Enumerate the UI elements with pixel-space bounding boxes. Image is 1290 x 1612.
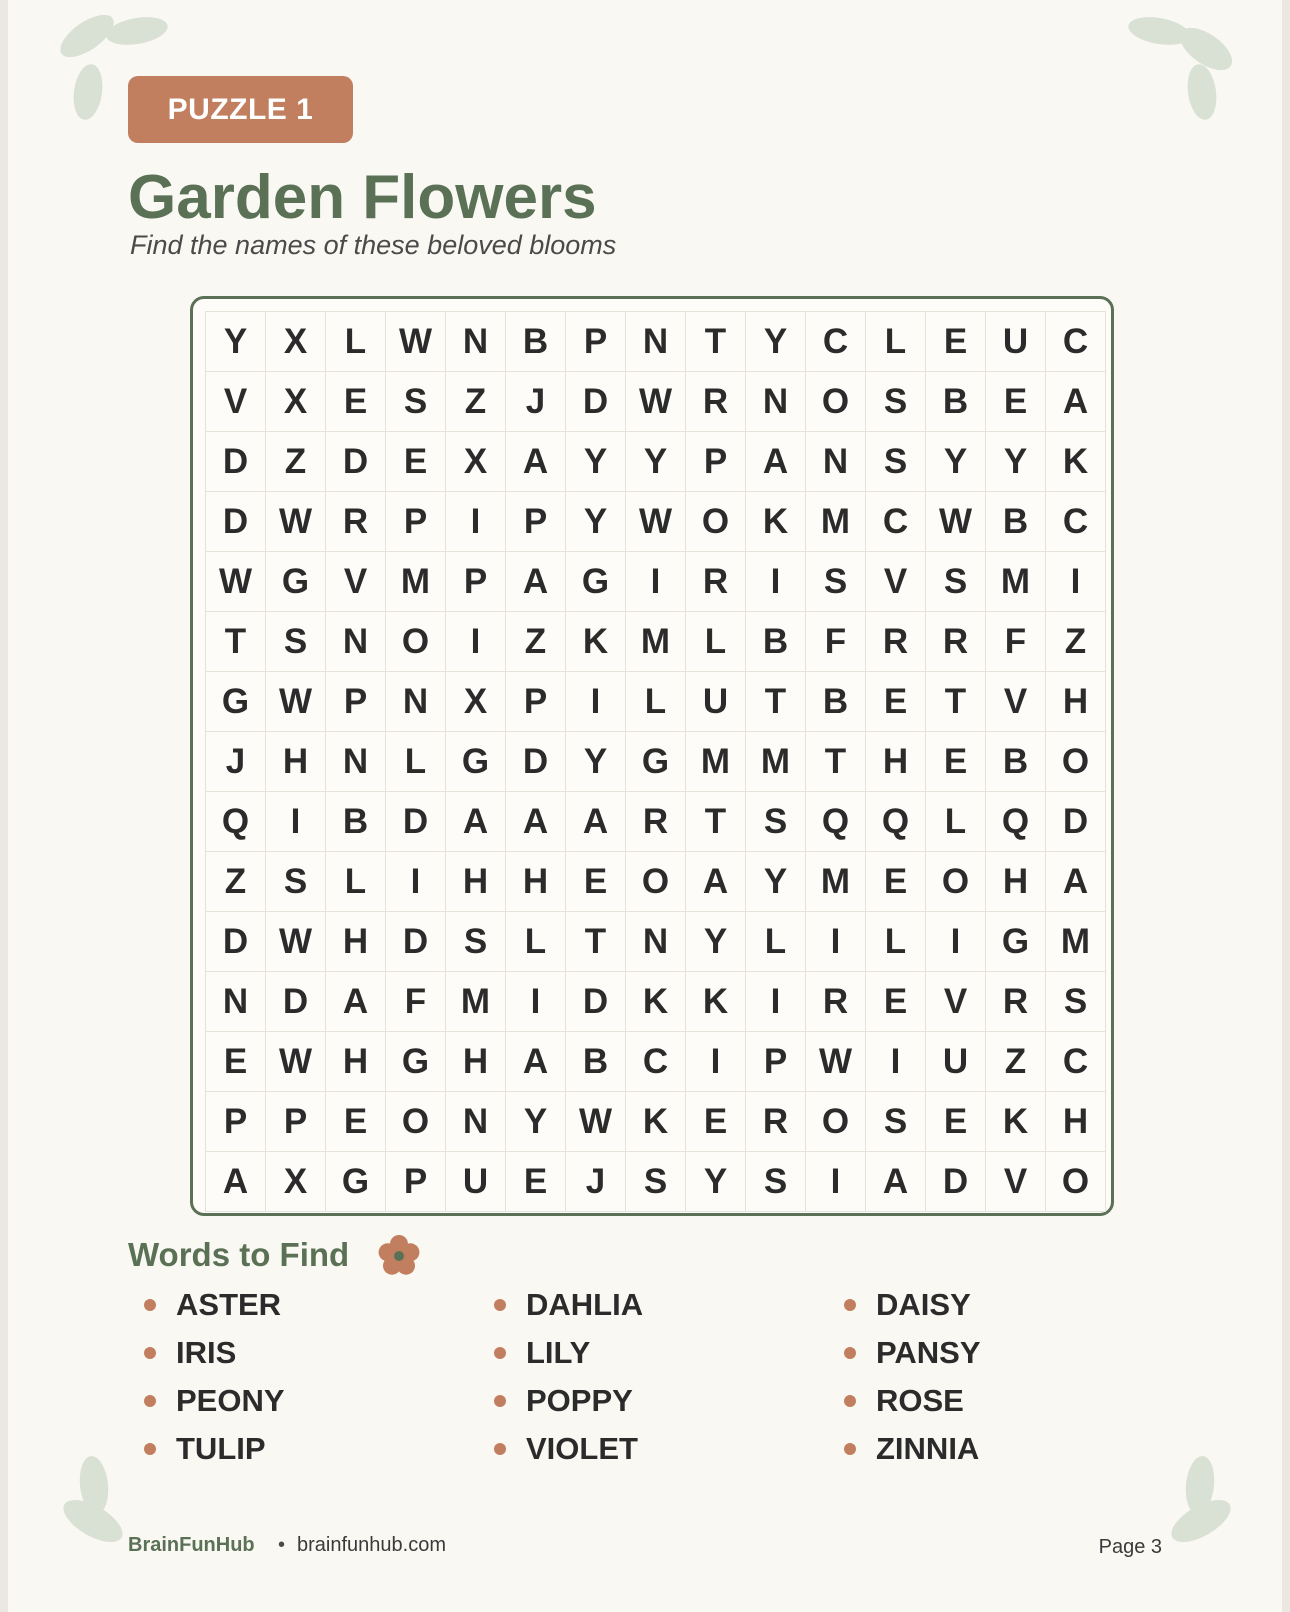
grid-cell: Z [506, 612, 566, 672]
grid-cell: M [446, 972, 506, 1032]
bullet-dot-icon [144, 1299, 156, 1311]
grid-cell: F [986, 612, 1046, 672]
grid-cell: W [266, 1032, 326, 1092]
grid-cell: Y [686, 912, 746, 972]
grid-cell: Z [206, 852, 266, 912]
grid-cell: N [806, 432, 866, 492]
grid-cell: M [686, 732, 746, 792]
grid-cell: E [926, 732, 986, 792]
grid-cell: E [866, 972, 926, 1032]
grid-cell: I [386, 852, 446, 912]
footer-separator: • [278, 1534, 286, 1556]
grid-cell: G [986, 912, 1046, 972]
grid-cell: L [506, 912, 566, 972]
grid-cell: R [806, 972, 866, 1032]
word-list-item [138, 1287, 488, 1322]
grid-cell: G [566, 552, 626, 612]
grid-cell: E [206, 1032, 266, 1092]
word-list-item [488, 1287, 838, 1322]
grid-cell: P [206, 1092, 266, 1152]
grid-cell: G [206, 672, 266, 732]
grid-cell: O [626, 852, 686, 912]
grid-cell: L [326, 312, 386, 372]
grid-cell: H [446, 852, 506, 912]
grid-cell: D [1046, 792, 1106, 852]
grid-cell: K [746, 492, 806, 552]
grid-cell: O [686, 492, 746, 552]
grid-cell: K [626, 1092, 686, 1152]
grid-cell: C [1046, 1032, 1106, 1092]
grid-cell: Y [986, 432, 1046, 492]
grid-cell: V [326, 552, 386, 612]
grid-cell: S [746, 792, 806, 852]
grid-cell: O [1046, 732, 1106, 792]
grid-cell: S [926, 552, 986, 612]
grid-cell: L [926, 792, 986, 852]
grid-cell: S [866, 1092, 926, 1152]
footer-brand: BrainFunHub [128, 1534, 255, 1556]
grid-cell: D [926, 1152, 986, 1212]
grid-cell: E [926, 312, 986, 372]
bullet-dot-icon [494, 1299, 506, 1311]
bullet-dot-icon [844, 1395, 856, 1407]
grid-cell: A [506, 792, 566, 852]
grid-cell: G [386, 1032, 446, 1092]
grid-cell: X [266, 312, 326, 372]
grid-cell: D [206, 912, 266, 972]
grid-cell: P [446, 552, 506, 612]
grid-cell: N [326, 612, 386, 672]
grid-cell: E [326, 1092, 386, 1152]
grid-cell: I [446, 612, 506, 672]
grid-cell: N [326, 732, 386, 792]
word-search-grid [205, 311, 1106, 1212]
grid-cell: B [566, 1032, 626, 1092]
grid-cell: I [446, 492, 506, 552]
grid-cell: V [926, 972, 986, 1032]
grid-cell: T [206, 612, 266, 672]
word-text: LILY [526, 1334, 591, 1370]
grid-cell: T [926, 672, 986, 732]
word-text: ROSE [876, 1382, 964, 1418]
grid-cell: B [926, 372, 986, 432]
word-list-item [138, 1335, 488, 1370]
grid-cell: M [986, 552, 1046, 612]
grid-cell: I [1046, 552, 1106, 612]
grid-cell: O [386, 1092, 446, 1152]
word-text: ASTER [176, 1286, 282, 1322]
grid-cell: K [686, 972, 746, 1032]
word-text: POPPY [526, 1382, 633, 1418]
grid-cell: A [866, 1152, 926, 1212]
grid-cell: H [506, 852, 566, 912]
grid-cell: J [566, 1152, 626, 1212]
word-text: PANSY [876, 1334, 981, 1370]
grid-cell: B [986, 732, 1046, 792]
grid-cell: R [686, 552, 746, 612]
grid-cell: K [626, 972, 686, 1032]
grid-cell: A [1046, 852, 1106, 912]
grid-cell: U [686, 672, 746, 732]
bullet-dot-icon [844, 1347, 856, 1359]
bullet-dot-icon [844, 1443, 856, 1455]
grid-cell: I [926, 912, 986, 972]
grid-cell: X [266, 1152, 326, 1212]
grid-cell: L [746, 912, 806, 972]
grid-cell: P [746, 1032, 806, 1092]
grid-cell: I [866, 1032, 926, 1092]
grid-cell: J [506, 372, 566, 432]
grid-cell: C [1046, 312, 1106, 372]
grid-cell: L [326, 852, 386, 912]
grid-cell: C [626, 1032, 686, 1092]
grid-cell: H [866, 732, 926, 792]
bullet-dot-icon [844, 1299, 856, 1311]
grid-cell: N [746, 372, 806, 432]
grid-cell: Y [566, 492, 626, 552]
grid-cell: L [866, 912, 926, 972]
grid-cell: D [506, 732, 566, 792]
grid-cell: Y [926, 432, 986, 492]
grid-cell: E [986, 372, 1046, 432]
word-text: DAHLIA [526, 1286, 644, 1322]
grid-cell: E [326, 372, 386, 432]
grid-cell: L [386, 732, 446, 792]
grid-cell: H [326, 912, 386, 972]
grid-cell: U [986, 312, 1046, 372]
bullet-dot-icon [494, 1443, 506, 1455]
grid-cell: H [266, 732, 326, 792]
grid-cell: B [326, 792, 386, 852]
grid-cell: L [866, 312, 926, 372]
grid-cell: U [446, 1152, 506, 1212]
word-list-item [838, 1335, 1188, 1370]
grid-cell: W [266, 492, 326, 552]
grid-cell: B [746, 612, 806, 672]
page-number: Page 3 [1098, 1536, 1162, 1558]
grid-cell: Q [206, 792, 266, 852]
grid-cell: M [1046, 912, 1106, 972]
grid-cell: H [326, 1032, 386, 1092]
grid-cell: G [266, 552, 326, 612]
word-list-item [838, 1287, 1188, 1322]
grid-cell: K [986, 1092, 1046, 1152]
grid-cell: P [326, 672, 386, 732]
bullet-dot-icon [144, 1395, 156, 1407]
grid-cell: R [926, 612, 986, 672]
grid-cell: W [806, 1032, 866, 1092]
grid-cell: D [566, 372, 626, 432]
words-heading: Words to Find [128, 1236, 350, 1273]
grid-cell: C [866, 492, 926, 552]
grid-cell: S [446, 912, 506, 972]
grid-cell: Y [626, 432, 686, 492]
word-text: VIOLET [526, 1430, 638, 1466]
puzzle-badge: PUZZLE 1 [128, 76, 353, 143]
word-text: PEONY [176, 1382, 285, 1418]
grid-cell: X [446, 432, 506, 492]
grid-cell: P [386, 1152, 446, 1212]
word-list-item [838, 1383, 1188, 1418]
word-text: DAISY [876, 1286, 971, 1322]
grid-cell: S [1046, 972, 1106, 1032]
bullet-dot-icon [144, 1347, 156, 1359]
grid-cell: W [386, 312, 446, 372]
grid-cell: B [506, 312, 566, 372]
grid-cell: E [506, 1152, 566, 1212]
word-list-item [488, 1335, 838, 1370]
worksheet-page [8, 0, 1282, 1612]
word-list-item [488, 1383, 838, 1418]
grid-cell: Z [986, 1032, 1046, 1092]
grid-cell: B [806, 672, 866, 732]
grid-cell: R [626, 792, 686, 852]
grid-cell: T [746, 672, 806, 732]
grid-cell: I [806, 912, 866, 972]
grid-cell: F [806, 612, 866, 672]
grid-cell: A [566, 792, 626, 852]
grid-cell: Z [266, 432, 326, 492]
grid-cell: Q [866, 792, 926, 852]
grid-cell: W [626, 492, 686, 552]
grid-cell: Z [1046, 612, 1106, 672]
grid-cell: R [686, 372, 746, 432]
grid-cell: N [206, 972, 266, 1032]
grid-cell: K [566, 612, 626, 672]
grid-cell: C [1046, 492, 1106, 552]
word-search-grid-frame [190, 296, 1114, 1216]
flower-icon [376, 1233, 422, 1279]
grid-cell: G [326, 1152, 386, 1212]
grid-cell: Z [446, 372, 506, 432]
grid-cell: W [266, 672, 326, 732]
grid-cell: D [386, 912, 446, 972]
grid-cell: N [626, 912, 686, 972]
grid-cell: M [626, 612, 686, 672]
grid-cell: I [686, 1032, 746, 1092]
grid-cell: S [806, 552, 866, 612]
word-list-item [838, 1431, 1188, 1466]
grid-cell: H [1046, 672, 1106, 732]
grid-cell: N [446, 312, 506, 372]
grid-cell: R [746, 1092, 806, 1152]
grid-cell: Y [206, 312, 266, 372]
grid-cell: Y [566, 732, 626, 792]
grid-cell: E [866, 852, 926, 912]
grid-cell: I [806, 1152, 866, 1212]
page-subtitle: Find the names of these beloved blooms [130, 230, 617, 260]
grid-cell: L [686, 612, 746, 672]
grid-cell: I [746, 972, 806, 1032]
page-title: Garden Flowers [128, 163, 597, 232]
grid-cell: S [386, 372, 446, 432]
grid-cell: G [626, 732, 686, 792]
grid-cell: E [686, 1092, 746, 1152]
grid-cell: M [746, 732, 806, 792]
grid-cell: I [746, 552, 806, 612]
grid-cell: A [746, 432, 806, 492]
footer-url: brainfunhub.com [297, 1534, 446, 1556]
grid-cell: P [506, 492, 566, 552]
grid-cell: F [386, 972, 446, 1032]
grid-cell: R [866, 612, 926, 672]
grid-cell: E [926, 1092, 986, 1152]
grid-cell: Q [806, 792, 866, 852]
grid-cell: V [986, 1152, 1046, 1212]
grid-cell: A [446, 792, 506, 852]
grid-cell: A [506, 552, 566, 612]
grid-cell: P [266, 1092, 326, 1152]
grid-cell: S [266, 852, 326, 912]
word-text: TULIP [176, 1430, 266, 1466]
grid-cell: X [266, 372, 326, 432]
grid-cell: B [986, 492, 1046, 552]
word-list-item [138, 1383, 488, 1418]
grid-cell: P [686, 432, 746, 492]
grid-cell: M [806, 492, 866, 552]
grid-cell: M [806, 852, 866, 912]
grid-cell: Y [686, 1152, 746, 1212]
grid-cell: D [206, 432, 266, 492]
grid-cell: V [206, 372, 266, 432]
grid-cell: T [686, 312, 746, 372]
grid-cell: S [626, 1152, 686, 1212]
bullet-dot-icon [144, 1443, 156, 1455]
grid-cell: W [566, 1092, 626, 1152]
grid-cell: S [266, 612, 326, 672]
grid-cell: U [926, 1032, 986, 1092]
grid-cell: Y [746, 852, 806, 912]
grid-cell: N [626, 312, 686, 372]
grid-cell: C [806, 312, 866, 372]
grid-cell: E [866, 672, 926, 732]
grid-cell: L [626, 672, 686, 732]
grid-cell: R [326, 492, 386, 552]
grid-cell: X [446, 672, 506, 732]
grid-cell: O [1046, 1152, 1106, 1212]
grid-cell: H [446, 1032, 506, 1092]
grid-cell: O [926, 852, 986, 912]
grid-cell: A [326, 972, 386, 1032]
grid-cell: P [386, 492, 446, 552]
grid-cell: A [506, 1032, 566, 1092]
grid-cell: H [986, 852, 1046, 912]
grid-cell: Y [566, 432, 626, 492]
grid-cell: D [386, 792, 446, 852]
grid-cell: R [986, 972, 1046, 1032]
grid-cell: O [806, 1092, 866, 1152]
grid-cell: W [926, 492, 986, 552]
bullet-dot-icon [494, 1395, 506, 1407]
grid-cell: D [566, 972, 626, 1032]
grid-cell: I [506, 972, 566, 1032]
grid-cell: W [206, 552, 266, 612]
grid-cell: N [386, 672, 446, 732]
grid-cell: A [686, 852, 746, 912]
grid-cell: I [266, 792, 326, 852]
grid-cell: V [866, 552, 926, 612]
grid-cell: O [806, 372, 866, 432]
grid-cell: T [806, 732, 866, 792]
word-text: ZINNIA [876, 1430, 980, 1466]
word-list-item [488, 1431, 838, 1466]
word-list-item [138, 1431, 488, 1466]
grid-cell: I [626, 552, 686, 612]
grid-cell: W [626, 372, 686, 432]
grid-cell: S [866, 432, 926, 492]
grid-cell: V [986, 672, 1046, 732]
word-list [138, 1287, 1188, 1466]
grid-cell: A [1046, 372, 1106, 432]
grid-cell: J [206, 732, 266, 792]
grid-cell: E [386, 432, 446, 492]
grid-cell: D [266, 972, 326, 1032]
grid-cell: D [206, 492, 266, 552]
bullet-dot-icon [494, 1347, 506, 1359]
grid-cell: O [386, 612, 446, 672]
grid-cell: G [446, 732, 506, 792]
grid-cell: P [566, 312, 626, 372]
word-text: IRIS [176, 1334, 237, 1370]
grid-cell: A [206, 1152, 266, 1212]
grid-cell: Y [506, 1092, 566, 1152]
grid-cell: S [746, 1152, 806, 1212]
grid-cell: M [386, 552, 446, 612]
grid-cell: Y [746, 312, 806, 372]
grid-cell: T [566, 912, 626, 972]
grid-cell: I [566, 672, 626, 732]
grid-cell: W [266, 912, 326, 972]
grid-cell: T [686, 792, 746, 852]
grid-cell: S [866, 372, 926, 432]
grid-cell: E [566, 852, 626, 912]
grid-cell: D [326, 432, 386, 492]
grid-cell: A [506, 432, 566, 492]
grid-cell: P [506, 672, 566, 732]
grid-cell: Q [986, 792, 1046, 852]
grid-cell: K [1046, 432, 1106, 492]
grid-cell: N [446, 1092, 506, 1152]
grid-cell: H [1046, 1092, 1106, 1152]
